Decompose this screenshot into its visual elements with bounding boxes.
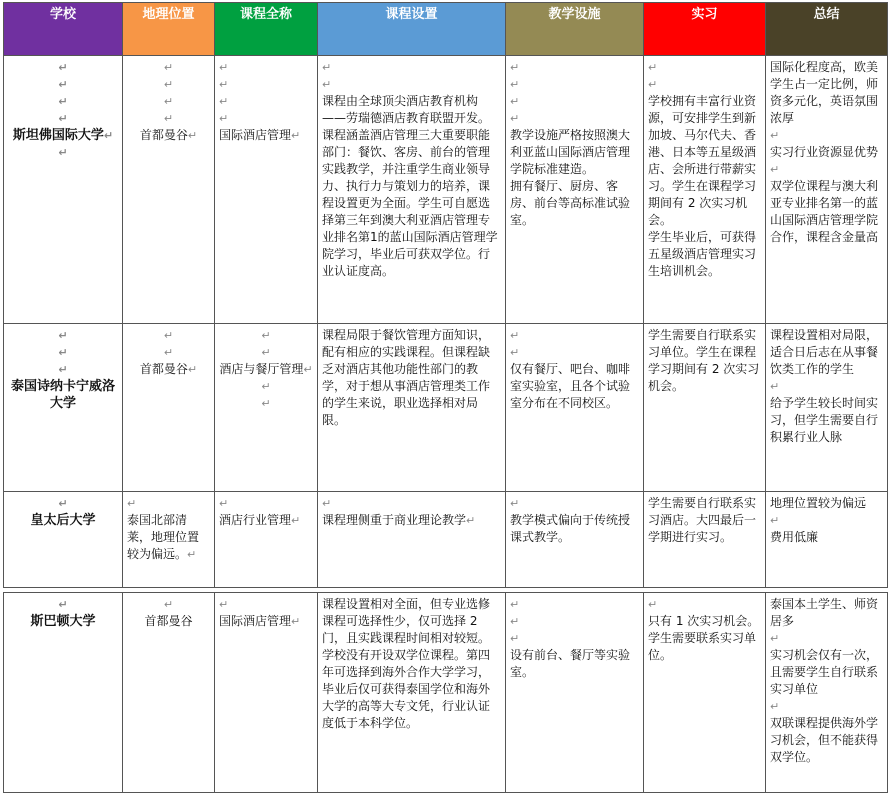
program-text: 国际酒店管理 [219,614,292,628]
program-text: 酒店与餐厅管理 [219,362,304,376]
header-location: 地理位置 [123,3,215,56]
header-row [4,3,888,56]
curriculum-text: 课程局限于餐饮管理方面知识，配有相应的实践课程。但课程缺乏对酒店其他功能性部门的教学，对于想从事酒店管理类工作的学生来说，职业选择相对局限。 [322,328,491,427]
location-text: 首都曼谷 [139,128,188,142]
program-cell: ↵ 国际酒店管理↵ [215,593,318,793]
internship-text: 学生需要自行联系实习单位。学生在课程学习期间有 2 次实习机会。 [648,328,760,393]
location-cell: ↵ 首都曼谷 [123,593,215,793]
header-curriculum: 课程设置 [318,3,506,56]
internship-cell: ↵ ↵ 学校拥有丰富行业资源，可安排学生到新加坡、马尔代夫、香港、日本等五星级酒店、会所进行带薪实习。学生在课程学习期间有 2 次实习机会。 学生毕业后，可获得五星级酒店管理实习生培训机会。 [644,56,766,324]
location-text: 泰国北部清莱，地理位置较为偏远。 [127,513,200,561]
facilities-text: 仅有餐厅、吧台、咖啡室实验室，且各个试验室分布在不同校区。 [510,362,631,410]
internship-cell [644,492,766,588]
summary-text: 双联课程提供海外学习机会，但不能获得双学位。 [770,716,879,764]
school-name: 泰国诗纳卡宁威洛大学 [10,379,115,411]
header-internship: 实习 [644,3,766,56]
summary-text: 泰国本土学生、师资居多 [770,597,879,628]
summary-cell: 国际化程度高，欧美学生占一定比例，师资多元化，英语氛围浓厚 ↵ 实习行业资源显优势 ↵ 双学位课程与澳大利亚专业排名第一的蓝山国际酒店管理学院合作，课程含金量高 [766,56,888,324]
location-cell: ↵ 泰国北部清莱，地理位置较为偏远。↵ [123,492,215,588]
header-program: 课程全称 [215,3,318,56]
program-cell: ↵ ↵ 酒店与餐厅管理↵ ↵ ↵ [215,324,318,492]
table-row [4,56,888,324]
curriculum-text: 课程设置相对全面，但专业选修课程可选择性少，仅可选择 2 门，且实践课程时间相对较短。学校没有开设双学位课程。第四年可选择到海外合作大学学习，毕业后仅可获得泰国学位和海外大学的高等大专文凭，行业认证度低于本科学位。 [322,597,491,730]
location-cell: ↵ ↵ 首都曼谷↵ [123,324,215,492]
program-cell: ↵ 酒店行业管理↵ [215,492,318,588]
header-facilities: 教学设施 [506,3,644,56]
curriculum-cell: ↵ ↵ 课程由全球顶尖酒店教育机构——劳瑞德酒店教育联盟开发。课程涵盖酒店管理三大重要职能部门：餐饮、客房、前台的管理实践教学，并注重学生商业领导力、执行力与策划力的培养，课程设置更为全面。学生可自愿选择第三年到澳大利亚酒店管理专业排名第1的蓝山国际酒店管理学院学习，毕业后可获双学位。行业认证度高。 [318,56,506,324]
facilities-text: 教学设施严格按照澳大利亚蓝山国际酒店管理学院标准建造。 [510,128,631,176]
internship-text: 学校拥有丰富行业资源，可安排学生到新加坡、马尔代夫、香港、日本等五星级酒店、会所进行带薪实习。学生在课程学习期间有 2 次实习机会。 [648,94,757,227]
curriculum-text: 课程理侧重于商业理论教学 [322,513,467,527]
summary-text: 双学位课程与澳大利亚专业排名第一的蓝山国际酒店管理学院合作，课程含金量高 [770,179,879,244]
summary-text: 地理位置较为偏远 [770,496,867,510]
facilities-cell: ↵ ↵ 仅有餐厅、吧台、咖啡室实验室，且各个试验室分布在不同校区。 [506,324,644,492]
school-name: 皇太后大学 [30,513,96,528]
table-row [4,593,888,793]
summary-text: 实习机会仅有一次，且需要学生自行联系实习单位 [770,648,879,696]
facilities-cell: ↵ ↵ ↵ ↵ 教学设施严格按照澳大利亚蓝山国际酒店管理学院标准建造。 拥有餐厅、厨房、客房、前台等高标准试验室。 [506,56,644,324]
school-cell: ↵ 斯巴顿大学 [4,593,123,793]
table-row [4,324,888,492]
summary-cell: 课程设置相对局限，适合日后志在从事餐饮类工作的学生 ↵ 给予学生较长时间实习，但学生需要自行积累行业人脉 [766,324,888,492]
internship-cell: ↵ 只有 1 次实习机会。学生需要联系实习单位。 [644,593,766,793]
program-text: 酒店行业管理 [219,513,292,527]
program-text: 国际酒店管理 [219,128,292,142]
school-cell: ↵ ↵ ↵ 泰国诗纳卡宁威洛大学 [4,324,123,492]
facilities-text: 教学模式偏向于传统授课式教学。 [510,513,631,544]
comparison-table [3,2,888,793]
program-cell: ↵ ↵ ↵ ↵ 国际酒店管理↵ [215,56,318,324]
facilities-text: 拥有餐厅、厨房、客房、前台等高标准试验室。 [510,179,631,227]
internship-text: 学生毕业后，可获得五星级酒店管理实习生培训机会。 [648,230,757,278]
internship-text: 只有 1 次实习机会。学生需要联系实习单位。 [648,614,760,662]
curriculum-cell [318,593,506,793]
summary-cell: 泰国本土学生、师资居多 ↵ 实习机会仅有一次，且需要学生自行联系实习单位 ↵ 双联课程提供海外学习机会，但不能获得双学位。 [766,593,888,793]
header-school: 学校 [4,3,123,56]
curriculum-cell [318,324,506,492]
school-name: 斯坦佛国际大学 [12,128,104,143]
summary-text: 费用低廉 [770,530,819,544]
summary-cell: 地理位置较为偏远 ↵ 费用低廉 [766,492,888,588]
summary-text: 国际化程度高，欧美学生占一定比例，师资多元化，英语氛围浓厚 [770,60,879,125]
school-cell: ↵ 皇太后大学 [4,492,123,588]
facilities-cell: ↵ 教学模式偏向于传统授课式教学。 [506,492,644,588]
internship-cell [644,324,766,492]
location-cell: ↵ ↵ ↵ ↵ 首都曼谷↵ [123,56,215,324]
school-name: 斯巴顿大学 [30,614,96,629]
summary-text: 给予学生较长时间实习，但学生需要自行积累行业人脉 [770,396,879,444]
internship-text: 学生需要自行联系实习酒店。大四最后一学期进行实习。 [648,496,757,544]
school-cell: ↵ ↵ ↵ ↵ 斯坦佛国际大学↵ ↵ [4,56,123,324]
summary-text: 实习行业资源显优势 [770,145,879,159]
facilities-cell: ↵ ↵ ↵ 设有前台、餐厅等实验室。 [506,593,644,793]
facilities-text: 设有前台、餐厅等实验室。 [510,648,631,679]
location-text: 首都曼谷 [139,362,188,376]
location-text: 首都曼谷 [144,614,193,628]
curriculum-cell: ↵ 课程理侧重于商业理论教学↵ [318,492,506,588]
header-summary: 总结 [766,3,888,56]
summary-text: 课程设置相对局限，适合日后志在从事餐饮类工作的学生 [770,328,879,376]
table-row [4,492,888,588]
curriculum-text: 课程由全球顶尖酒店教育机构——劳瑞德酒店教育联盟开发。课程涵盖酒店管理三大重要职能部门：餐饮、客房、前台的管理实践教学，并注重学生商业领导力、执行力与策划力的培养，课程设置更为全面。学生可自愿选择第三年到澳大利亚酒店管理专业排名第1的蓝山国际酒店管理学院学习，毕业后可获双学位。行业认证度高。 [322,94,498,278]
